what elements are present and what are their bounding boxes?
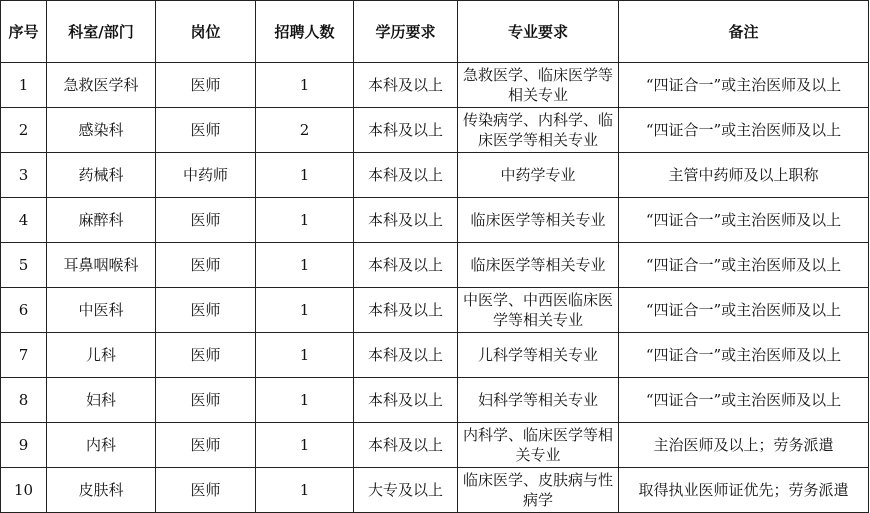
cell-count: 1 [256, 333, 354, 378]
cell-department: 麻醉科 [47, 198, 156, 243]
cell-department: 药械科 [47, 153, 156, 198]
cell-count: 1 [256, 378, 354, 423]
cell-index: 5 [1, 243, 47, 288]
table-row [1, 423, 869, 468]
cell-department: 内科 [47, 423, 156, 468]
cell-major: 妇科学等相关专业 [458, 378, 619, 423]
header-post: 岗位 [156, 1, 256, 63]
table-body [1, 63, 869, 513]
table-row [1, 333, 869, 378]
cell-post: 医师 [156, 108, 256, 153]
table-row [1, 243, 869, 288]
cell-count: 1 [256, 243, 354, 288]
table-row [1, 63, 869, 108]
cell-post: 医师 [156, 243, 256, 288]
cell-count: 2 [256, 108, 354, 153]
table-row [1, 153, 869, 198]
header-count: 招聘人数 [256, 1, 354, 63]
cell-post: 医师 [156, 423, 256, 468]
cell-department: 皮肤科 [47, 468, 156, 513]
cell-major: 临床医学等相关专业 [458, 243, 619, 288]
cell-major: 中药学专业 [458, 153, 619, 198]
header-row [1, 1, 869, 63]
cell-count: 1 [256, 63, 354, 108]
cell-major: 传染病学、内科学、临床医学等相关专业 [458, 108, 619, 153]
cell-index: 6 [1, 288, 47, 333]
table-row [1, 468, 869, 513]
cell-index: 2 [1, 108, 47, 153]
table-header [1, 1, 869, 63]
cell-count: 1 [256, 423, 354, 468]
cell-index: 8 [1, 378, 47, 423]
cell-department: 感染科 [47, 108, 156, 153]
cell-index: 10 [1, 468, 47, 513]
cell-education: 本科及以上 [354, 198, 458, 243]
cell-index: 9 [1, 423, 47, 468]
cell-department: 急救医学科 [47, 63, 156, 108]
cell-post: 医师 [156, 198, 256, 243]
cell-post: 医师 [156, 378, 256, 423]
cell-post: 医师 [156, 333, 256, 378]
cell-index: 3 [1, 153, 47, 198]
cell-education: 本科及以上 [354, 153, 458, 198]
cell-count: 1 [256, 153, 354, 198]
header-major: 专业要求 [458, 1, 619, 63]
cell-department: 妇科 [47, 378, 156, 423]
cell-education: 本科及以上 [354, 333, 458, 378]
cell-index: 7 [1, 333, 47, 378]
cell-major: 中医学、中西医临床医学等相关专业 [458, 288, 619, 333]
table-row [1, 288, 869, 333]
cell-note: “四证合一”或主治医师及以上 [619, 288, 869, 333]
cell-count: 1 [256, 288, 354, 333]
cell-education: 本科及以上 [354, 378, 458, 423]
cell-department: 儿科 [47, 333, 156, 378]
cell-education: 本科及以上 [354, 108, 458, 153]
table-row [1, 198, 869, 243]
cell-post: 中药师 [156, 153, 256, 198]
cell-note: 主治医师及以上；劳务派遣 [619, 423, 869, 468]
header-index: 序号 [1, 1, 47, 63]
cell-post: 医师 [156, 288, 256, 333]
cell-index: 1 [1, 63, 47, 108]
header-department: 科室/部门 [47, 1, 156, 63]
cell-note: “四证合一”或主治医师及以上 [619, 198, 869, 243]
cell-note: “四证合一”或主治医师及以上 [619, 108, 869, 153]
cell-major: 临床医学等相关专业 [458, 198, 619, 243]
cell-education: 大专及以上 [354, 468, 458, 513]
cell-major: 内科学、临床医学等相关专业 [458, 423, 619, 468]
cell-major: 临床医学、皮肤病与性病学 [458, 468, 619, 513]
cell-major: 急救医学、临床医学等相关专业 [458, 63, 619, 108]
cell-note: “四证合一”或主治医师及以上 [619, 243, 869, 288]
cell-education: 本科及以上 [354, 423, 458, 468]
cell-post: 医师 [156, 468, 256, 513]
cell-major: 儿科学等相关专业 [458, 333, 619, 378]
header-note: 备注 [619, 1, 869, 63]
header-education: 学历要求 [354, 1, 458, 63]
cell-note: “四证合一”或主治医师及以上 [619, 378, 869, 423]
cell-note: 主管中药师及以上职称 [619, 153, 869, 198]
cell-note: 取得执业医师证优先；劳务派遣 [619, 468, 869, 513]
table-row [1, 108, 869, 153]
cell-education: 本科及以上 [354, 243, 458, 288]
cell-department: 耳鼻咽喉科 [47, 243, 156, 288]
cell-count: 1 [256, 198, 354, 243]
cell-index: 4 [1, 198, 47, 243]
cell-education: 本科及以上 [354, 63, 458, 108]
table-row [1, 378, 869, 423]
cell-count: 1 [256, 468, 354, 513]
cell-education: 本科及以上 [354, 288, 458, 333]
cell-note: “四证合一”或主治医师及以上 [619, 63, 869, 108]
cell-note: “四证合一”或主治医师及以上 [619, 333, 869, 378]
cell-department: 中医科 [47, 288, 156, 333]
cell-post: 医师 [156, 63, 256, 108]
